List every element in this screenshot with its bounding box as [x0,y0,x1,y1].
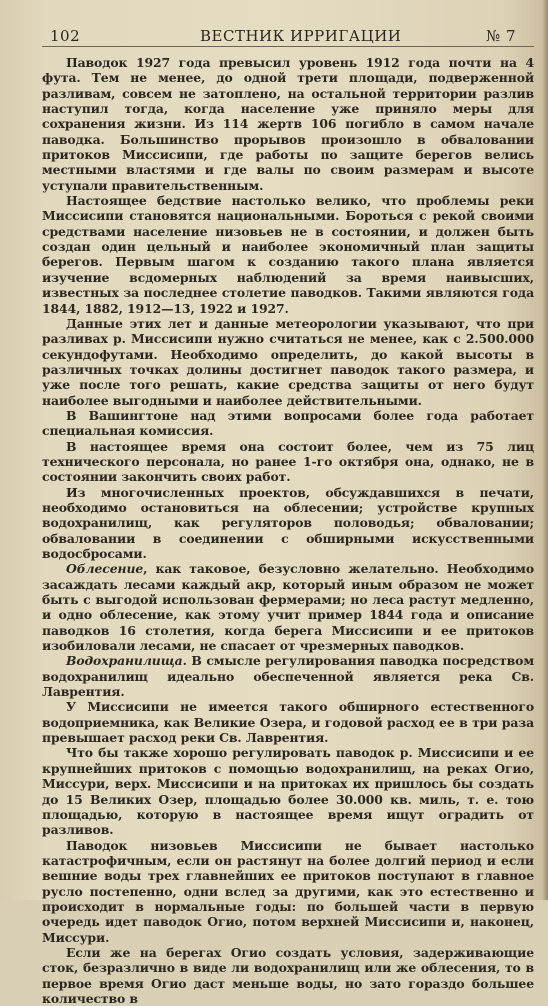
paragraph: Из многочисленных проектов, обсуждавшихся в печати, необходимо остановиться на облесении; устройстве крупных водохранилищ, как регуляторов половодья; обваловании; обваловании в соединении с обширными искусственными водосбросами. [42,484,534,561]
paragraph: Водохранилища. В смысле регулирования паводка посредством водохранилищ идеально обеспеченной является река Св. Лаврентия. [42,653,534,700]
paragraph: Облесение, как таковое, безусловно желательно. Необходимо засаждать лесами каждый акр, который иным образом не может быть с выгодой использован фермерами; но леса растут медленно, и одно облесение, как этому учит пример 1844 года и описание паводков 16 столетия, когда берега Миссисипи и ее притоков изобиловали лесами, не спасает от чрезмерных паводков. [42,561,534,654]
page-edge-shadow [542,0,548,900]
paragraph: Паводок 1927 года превысил уровень 1912 года почти на 4 фута. Тем не менее, до одной трети площади, подверженной разливам, совсем не затоплено, на остальной территории разлив наступил тогда, когда население уже приняло меры для сохранения жизни. Из 114 жертв 106 погибло в самом начале паводка. Большинство прорывов произошло в обваловании притоков Миссисипи, где работы по защите берегов велись местными властями и где валы по своим размерам и высоте уступали правительственным. [42,55,534,193]
page-number: 102 [50,27,81,45]
paragraph: Настоящее бедствие настолько велико, что проблемы реки Миссисипи становятся национальными. Бороться с рекой своими средствами население низовьев не в состоянии, и должен быть создан один цельный и наиболее экономичный план защиты берегов. Первым шагом к созданию такого плана является изучение всдомерных наблюдений за время наивысших, известных за последнее столетие паводков. Такими являются года 1844, 1882, 1912—13, 1922 и 1927. [42,193,534,316]
paragraph: Данные этих лет и данные метеорологии указывают, что при разливах р. Миссисипи нужно считаться не менее, как с 2.500.000 секундофутами. Необходимо определить, до какой высоты в различных точках долины достигнет паводок такого размера, и уже после того решать, какие средства защиты от него будут наиболее выгодными и наиболее действительными. [42,315,534,408]
paragraph: В настоящее время она состоит более, чем из 75 лиц технического персонала, но ранее 1-го октября она, однако, не в состоянии закончить своих работ. [42,438,534,485]
paragraph: Что бы также хорошо регулировать паводок р. Миссисипи и ее крупнейших притоков с помощью водохранилищ, на реках Огио, Миссури, верх. Миссисипи и на притоках их пришлось бы создать до 15 Великих Озер, площадью более 30.000 кв. миль, т. е. тою площадью, которую в настоящее время ищут оградить от разливов. [42,745,534,838]
article-body [42,47,534,1006]
paragraph: Паводок низовьев Миссисипи не бывает настолько катастрофичным, если он растянут на более долгий период и если вешние воды трех главнейших ее притоков поступают в главное русло постепенно, одни вслед за другими, как это естественно и происходит в нормальные годы: по большей части в первую очередь идет паводок Огио, потом верхней Миссисипи и, наконец, Миссури. [42,837,534,945]
journal-title: ВЕСТНИК ИРРИГАЦИИ [200,27,402,45]
paragraph: Если же на берегах Огио создать условия, задерживающие сток, безразлично в виде ли водохранилищ или же облесения, то в первое время Огио даст меньше воды, но зато гораздо большее количество в [42,944,534,1006]
page-header [42,20,534,47]
italic-heading: Облесение [66,561,144,577]
issue-number: № 7 [485,27,516,45]
italic-heading: Водохранилища [66,653,183,669]
paragraph: В Вашингтоне над этими вопросами более года работает специальная комиссия. [42,407,534,439]
paragraph: У Миссисипи не имеется такого обширного естественного водоприемника, как Великие Озера, и годовой расход ее в три раза превышает расход реки Св. Лаврентия. [42,699,534,746]
